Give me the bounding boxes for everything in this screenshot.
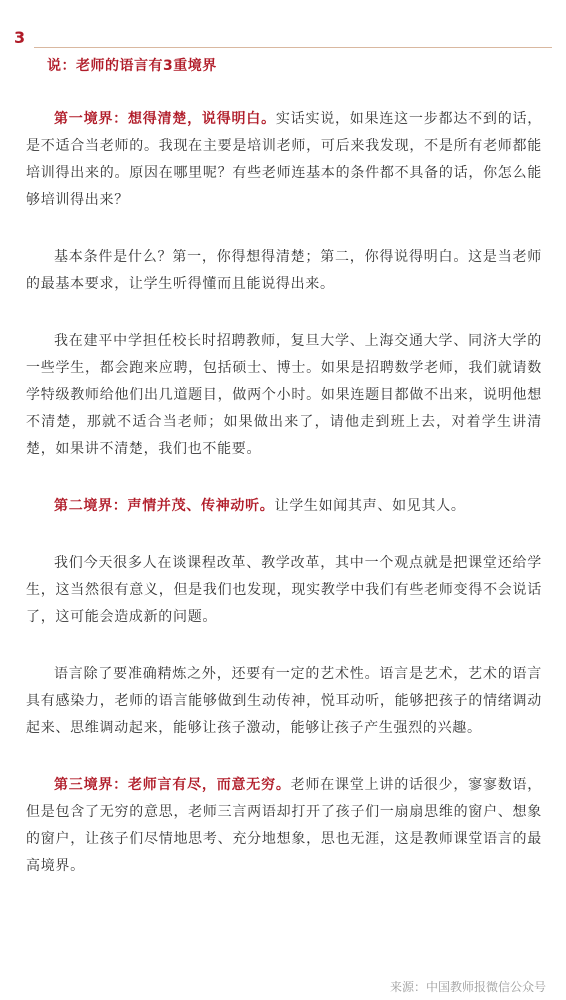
third-realm-heading: 第三境界：老师言有尽，而意无穷。 — [54, 777, 291, 793]
second-realm-heading: 第二境界：声情并茂、传神动听。 — [54, 498, 275, 514]
source-credit: 来源：中国教师报微信公众号 — [389, 980, 546, 994]
paragraph-basic-conditions: 基本条件是什么？第一，你得想得清楚；第二，你得说得明白。这是当老师的最基本要求，让学生听得懂而且能说得出来。 — [26, 249, 542, 292]
paragraph-third-realm — [26, 772, 542, 880]
third-realm-text: 老师在课堂上讲的话很少，寥寥数语，但是包含了无穷的意思，老师三言两语却打开了孩子们一扇扇思维的窗户、想象的窗户，让孩子们尽情地思考、充分地想象，思也无涯，这是教师课堂语言的最高境界。 — [26, 777, 543, 874]
second-realm-text: 让学生如闻其声、如见其人。 — [274, 498, 466, 514]
paragraph-language-art: 语言除了要准确精炼之外，还要有一定的艺术性。语言是艺术，艺术的语言具有感染力，老师的语言能够做到生动传神，悦耳动听，能够把孩子的情绪调动起来、思维调动起来，能够让孩子激动，能够让孩子产生强烈的兴趣。 — [26, 666, 542, 736]
section-title: 说：老师的语言有3重境界 — [47, 58, 217, 74]
section-number: 3 — [14, 28, 26, 47]
article-body — [26, 106, 542, 880]
paragraph-second-realm — [26, 493, 542, 520]
paragraph-first-realm — [26, 106, 542, 214]
header-divider — [34, 47, 552, 48]
first-realm-heading: 第一境界：想得清楚，说得明白。 — [54, 111, 276, 127]
paragraph-curriculum-reform: 我们今天很多人在谈课程改革、教学改革，其中一个观点就是把课堂还给学生，这当然很有意义，但是我们也发现，现实教学中我们有些老师变得不会说话了，这可能会造成新的问题。 — [26, 555, 542, 625]
first-realm-text: 实话实说，如果连这一步都达不到的话，是不适合当老师的。我现在主要是培训老师，可后来我发现，不是所有老师都能培训得出来的。原因在哪里呢？有些老师连基本的条件都不具备的话，你怎么能够培训得出来？ — [26, 111, 542, 208]
paragraph-recruiting-story: 我在建平中学担任校长时招聘教师，复旦大学、上海交通大学、同济大学的一些学生，都会跑来应聘，包括硕士、博士。如果是招聘数学老师，我们就请数学特级教师给他们出几道题目，做两个小时。如果连题目都做不出来，说明他想不清楚，那就不适合当老师；如果做出来了，请他走到班上去，对着学生讲清楚，如果讲不清楚，我们也不能要。 — [26, 333, 542, 457]
